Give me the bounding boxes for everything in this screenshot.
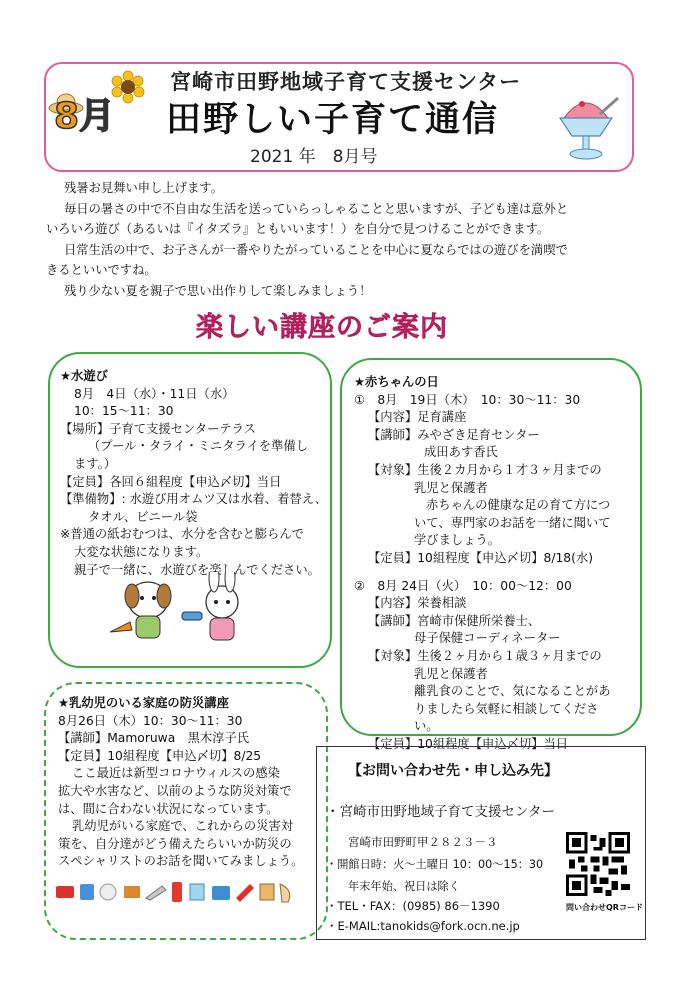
baby-day-content — [354, 374, 640, 753]
water-play-capacity: 【定員】各回６組程度【申込〆切】当日 — [60, 474, 282, 489]
section-heading: 楽しい講座のご案内 — [196, 312, 448, 343]
session1-target: 【対象】生後２カ月から１才３ヶ月までの — [368, 462, 602, 477]
contact-closed: 年末年始、祝日は除く — [348, 880, 460, 893]
session1-lecturer: 【講師】みやざき足育センター — [368, 427, 540, 442]
session1-desc: 赤ちゃんの健康な足の育て方につ — [426, 498, 611, 513]
dog-and-rabbit-illustration — [110, 572, 260, 656]
intro-line: 残暑お見舞い申し上げます。 — [64, 181, 223, 195]
session2-desc: い。 — [414, 719, 439, 734]
intro-text — [46, 178, 646, 301]
water-play-place-note: （プール・タライ・ミニタライを準備し — [88, 439, 308, 454]
contact-email-link[interactable]: ・E-MAIL:tanokids@fork.ocn.ne.jp — [326, 919, 520, 933]
session1-desc: 学びましょう。 — [414, 533, 501, 548]
water-play-items-cont: タオル、ビニール袋 — [88, 509, 198, 524]
water-play-items: 【準備物】: 水遊び用オムツ又は水着、着替え、 — [60, 492, 328, 507]
disaster-body: 策を、自分達がどう備えたらいいか防災の — [58, 836, 292, 851]
disaster-title: ★乳幼児のいる家庭の防災講座 — [58, 696, 229, 710]
month-badge: 8月 — [54, 96, 116, 137]
water-play-content — [60, 368, 330, 579]
organization-name: 宮崎市田野地域子育て支援センター — [170, 70, 522, 94]
session2-date: ② 8月 24日（火） 10：00〜12：00 — [354, 578, 572, 593]
baby-day-title: ★赤ちゃんの日 — [354, 375, 439, 389]
water-play-message: 親子で一緒に、水遊びを楽しんでください。 — [74, 562, 320, 577]
session1-capacity: 【定員】10組程度【申込〆切】8/18(水) — [368, 550, 594, 565]
water-play-title: ★水遊び — [60, 369, 108, 383]
qr-code-icon[interactable] — [566, 832, 630, 900]
session1-target-cont: 乳児と保護者 — [414, 480, 488, 495]
contact-hours: ・開館日時：火〜土曜日 10：00〜15：30 — [326, 858, 544, 871]
disaster-body: スペシャリストのお話を聞いてみましょう。 — [58, 854, 304, 869]
qr-caption: 問い合わせQRコード — [566, 903, 643, 912]
session2-content: 【内容】栄養相談 — [368, 596, 467, 611]
intro-line: 残り少ない夏を親子で思い出作りして楽しみましょう！ — [64, 283, 372, 298]
intro-line: 毎日の暑さの中で不自由な生活を送っていらっしゃることと思いますが、子ども達は意外と — [64, 201, 569, 216]
intro-line: 日常生活の中で、お子さんが一番やりたがっていることを中心に夏ならではの遊びを満喫で — [64, 242, 568, 257]
disaster-body: は、間に合わない状況になっています。 — [58, 801, 279, 816]
session2-capacity: 【定員】10組程度【申込〆切】当日 — [368, 736, 569, 751]
issue-date: 2021 年 8月号 — [250, 147, 378, 167]
session2-desc: 離乳食のことで、気になることがあ — [414, 684, 611, 699]
session2-lecturer-cont: 母子保健コーディネーター — [414, 631, 561, 646]
contact-title: 【お問い合わせ先・申し込み先】 — [348, 763, 558, 779]
water-play-place-note: ます。） — [74, 456, 117, 471]
session1-lecturer-name: 成田あす香氏 — [424, 445, 498, 460]
water-play-note-cont: 大変な状態になります。 — [74, 544, 209, 559]
water-play-place: 【場所】子育て支援センターテラス — [60, 421, 256, 436]
water-play-date: 8月 4日（水）・11日（水） — [74, 386, 235, 401]
disaster-body: 拡大や水害など、以前のような防災対策で — [58, 783, 292, 798]
session2-target-cont: 乳児と保護者 — [414, 666, 488, 681]
emergency-supplies-icons — [54, 880, 304, 908]
session2-target: 【対象】生後２ヶ月から１歳３ヶ月までの — [368, 648, 602, 663]
disaster-body: ここ最近は新型コロナウィルスの感染 — [72, 766, 280, 781]
contact-tel: ・TEL・FAX：(0985) 86－1390 — [326, 899, 500, 913]
session2-lecturer: 【講師】宮崎市保健所栄養士、 — [368, 613, 541, 628]
contact-address: 宮崎市田野町甲２８２３－３ — [348, 835, 498, 849]
contact-org: ・宮崎市田野地域子育て支援センター — [326, 804, 555, 820]
disaster-capacity: 【定員】10組程度【申込〆切】8/25 — [58, 748, 262, 763]
shaved-ice-icon — [556, 88, 626, 168]
water-play-time: 10：15〜11：30 — [74, 404, 174, 419]
session1-desc: いて、専門家のお話を一緒に聞いて — [414, 515, 611, 530]
session2-desc: りましたら気軽に相談してくださ — [414, 701, 599, 716]
disaster-date: 8月26日（木）10：30〜11：30 — [58, 713, 243, 728]
session1-content: 【内容】足育講座 — [368, 410, 467, 425]
disaster-lecturer: 【講師】Mamoruwa 黒木淳子氏 — [58, 731, 250, 746]
session1-date: ① 8月 19日（木） 10：30〜11：30 — [354, 392, 581, 407]
newsletter-title: 田野しい子育て通信 — [166, 100, 500, 140]
disaster-content — [58, 695, 326, 871]
intro-line: きるといいですね。 — [46, 263, 157, 277]
disaster-body: 乳幼児がいる家庭で、これからの災害対 — [72, 819, 294, 834]
water-play-note: ※普通の紙おむつは、水分を含むと膨らんで — [60, 527, 304, 542]
intro-line: いろいろ遊び（あるいは『イタズラ』ともいいます！）を自分で見つけることができます。 — [46, 222, 550, 236]
